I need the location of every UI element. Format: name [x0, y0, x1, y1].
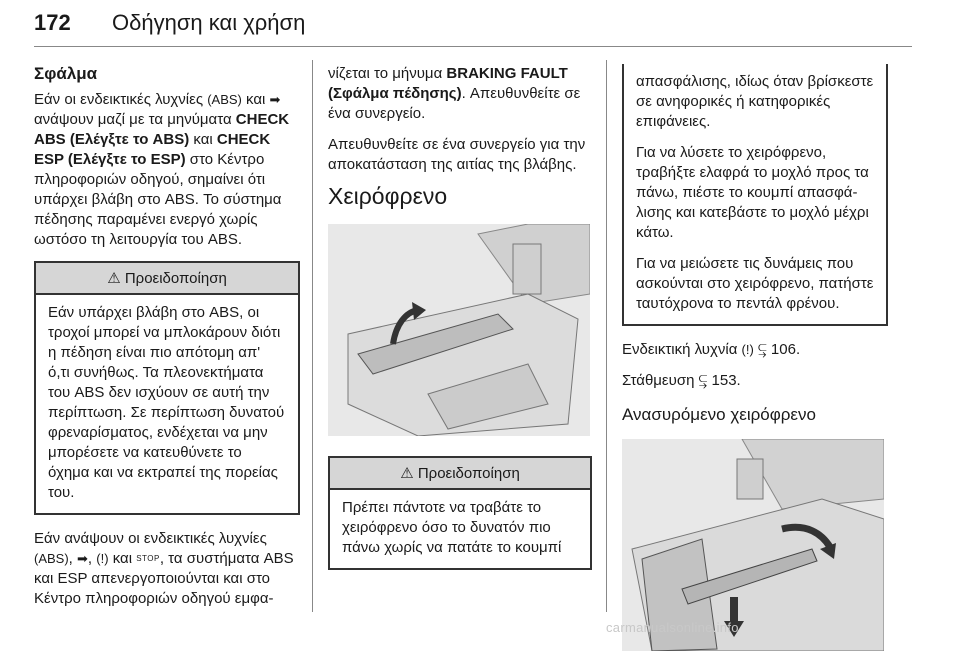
- handbrake-illustration: [328, 224, 590, 436]
- reference-parking: Στάθμευση ⥹ 153.: [622, 372, 741, 389]
- section-heading-retractable-handbrake: Ανασυρόμενο χειρόφρενο: [622, 405, 816, 424]
- warning-header: ⚠ Προειδοποίηση: [330, 458, 590, 490]
- warning-text: Εάν υπάρχει βλάβη στο ABS, οι τροχοί μπορεί να μπλοκάρουν διότι η πέδηση είναι πιο απότομη απ' ό,τι συνήθως. Τα πλεονεκτήματα του ABS δεν ισχύουν σε αυτή την περίπτωση. Σε περίπτωση δυνατού φρεναρίσματος, ενδέχεται να μην μπορέσετε να κατευθύνετε το όχημα και να εκτραπεί της πορείας του.: [48, 304, 285, 501]
- paragraph-abs-fault: Εάν οι ενδεικτικές λυχνίες (ABS) και ➡ ανάψουν μαζί με τα μηνύματα CHECK ABS (Ελέγξτε το ABS) και CHECK ESP (Ελέγξτε το ESP) στο Κέντρο πληροφοριών οδηγού, σημαίνει ότι υπάρχει βλάβη στο ABS. Το σύστημα πέδησης παραμένει ενεργό χωρίς ωστόσο τη λειτουργία του ABS.: [34, 91, 290, 248]
- paragraph-abs-esp-disabled: Εάν ανάψουν οι ενδεικτικές λυχνίες (ABS), ➡, (!) και STOP, τα συστήματα ABS και ESP απενεργοποιούνται και στο Κέντρο πληροφοριών οδηγού εμφα-: [34, 530, 294, 608]
- warning-box-handbrake: [328, 456, 592, 570]
- column-divider-2: [606, 60, 607, 612]
- esp-icon: ➡: [269, 92, 281, 107]
- abs-icon: (ABS): [34, 551, 69, 566]
- page-reference-icon: ⥹: [757, 341, 767, 358]
- watermark: carmanualsonline.info: [606, 620, 739, 635]
- abs-icon: (ABS): [207, 92, 242, 107]
- page-title: Οδήγηση και χρήση: [112, 10, 306, 35]
- section-heading-fault: Σφάλμα: [34, 64, 98, 83]
- paragraph-braking-fault: νίζεται το μήνυμα BRAKING FAULT (Σφάλμα πέδησης). Απευθυνθείτε σε ένα συνεργείο.: [328, 65, 581, 122]
- stop-icon: STOP: [136, 554, 160, 564]
- warning-header: ⚠ Προειδοποίηση: [36, 263, 298, 295]
- column-3: [622, 64, 888, 669]
- page-reference-icon: ⥹: [698, 372, 708, 389]
- warning-icon: ⚠: [400, 465, 414, 482]
- warning-text: απασφάλισης, ιδίως όταν βρίσκεστε σε ανηφορικές ή κατηφορικές επιφάνειες. Για να λύσετε το χειρόφρενο, τραβήξτε ελαφρά το μοχλό προς τα πάνω, πιέστε το κουμπί απασφάλισης και κατεβάστε το μοχλό μέχρι κάτω. Για να μειώσετε τις δυνάμεις που ασκούνται στο χειρόφρενο, πατήστε ταυτόχρονα το πεντάλ φρένου.: [636, 73, 874, 312]
- column-2: [328, 64, 592, 584]
- esp-icon: ➡: [77, 551, 88, 566]
- page-number: 172: [34, 10, 71, 35]
- header-rule: [34, 46, 912, 47]
- warning-box-handbrake-continued: [622, 64, 888, 326]
- column-divider-1: [312, 60, 313, 612]
- section-heading-handbrake: Χειρόφρενο: [328, 183, 448, 209]
- warning-box-abs: [34, 261, 300, 515]
- paragraph-contact-workshop: Απευθυνθείτε σε ένα συνεργείο για την αποκατάσταση της αιτίας της βλάβης.: [328, 136, 586, 173]
- brake-warning-icon: (!): [96, 551, 109, 566]
- brake-warning-icon: (!): [741, 342, 754, 357]
- column-1: [34, 64, 300, 620]
- warning-text: Πρέπει πάντοτε να τραβάτε το χειρόφρενο όσο το δυνατόν πιο πάνω χωρίς να πατάτε το κουμπί: [342, 499, 562, 556]
- reference-indicator-light: Ενδεικτική λυχνία (!) ⥹ 106.: [622, 341, 801, 358]
- warning-icon: ⚠: [107, 270, 121, 287]
